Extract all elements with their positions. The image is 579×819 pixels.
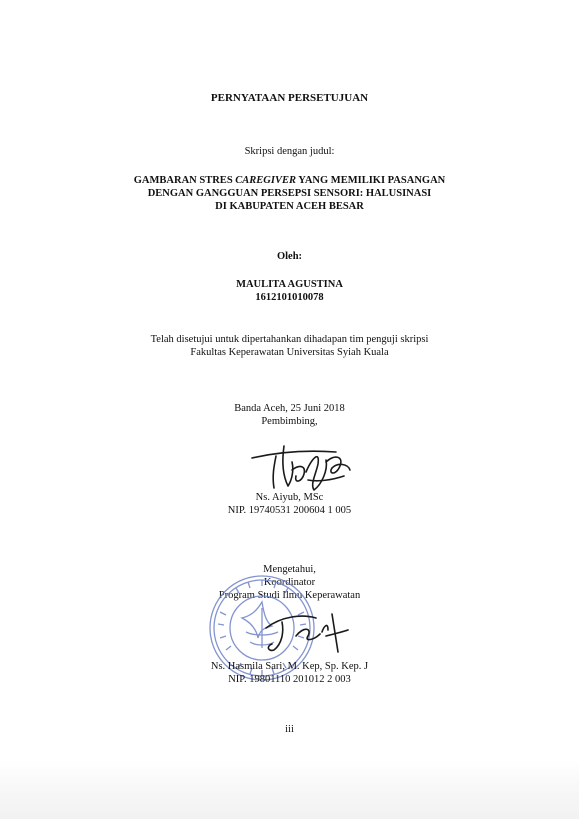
approval-line-1: Telah disetujui untuk dipertahankan dihadapan tim penguji skripsi <box>150 334 429 345</box>
page-number: iii <box>285 724 294 735</box>
thesis-title-part-1: GAMBARAN STRES <box>133 175 236 186</box>
thesis-title-line-2: DENGAN GANGGUAN PERSEPSI SENSORI: HALUSINASI <box>147 188 432 199</box>
place-date: Banda Aceh, 25 Juni 2018 <box>234 403 345 414</box>
supervisor-name: Ns. Aiyub, MSc <box>255 492 324 503</box>
supervisor-label: Pembimbing, <box>261 416 318 427</box>
supervisor-signature <box>248 440 358 498</box>
intro-text: Skripsi dengan judul: <box>244 146 335 157</box>
supervisor-nip: NIP. 19740531 200604 1 005 <box>227 505 352 516</box>
program-label: Program Studi Ilmu Keperawatan <box>218 590 361 601</box>
author-name: MAULITA AGUSTINA <box>236 279 343 290</box>
author-id: 1612101010078 <box>255 292 324 303</box>
thesis-title-italic: CAREGIVER <box>235 175 296 186</box>
scan-shadow <box>0 760 579 819</box>
coordinator-label: Koordinator <box>263 577 316 588</box>
coordinator-name: Ns. Hasmila Sari, M. Kep, Sp. Kep. J <box>210 661 369 672</box>
page-heading: PERNYATAAN PERSETUJUAN <box>210 92 369 104</box>
coordinator-signature <box>262 608 352 658</box>
thesis-title-line-3: DI KABUPATEN ACEH BESAR <box>215 201 364 212</box>
thesis-title-line-1 <box>0 174 579 187</box>
thesis-title-part-2: YANG MEMILIKI PASANGAN <box>295 175 446 186</box>
acknowledge-label: Mengetahui, <box>263 564 316 575</box>
approval-line-2: Fakultas Keperawatan Universitas Syiah Kuala <box>190 347 389 358</box>
coordinator-nip: NIP. 19801110 201012 2 003 <box>228 674 351 685</box>
by-label: Oleh: <box>276 251 303 262</box>
